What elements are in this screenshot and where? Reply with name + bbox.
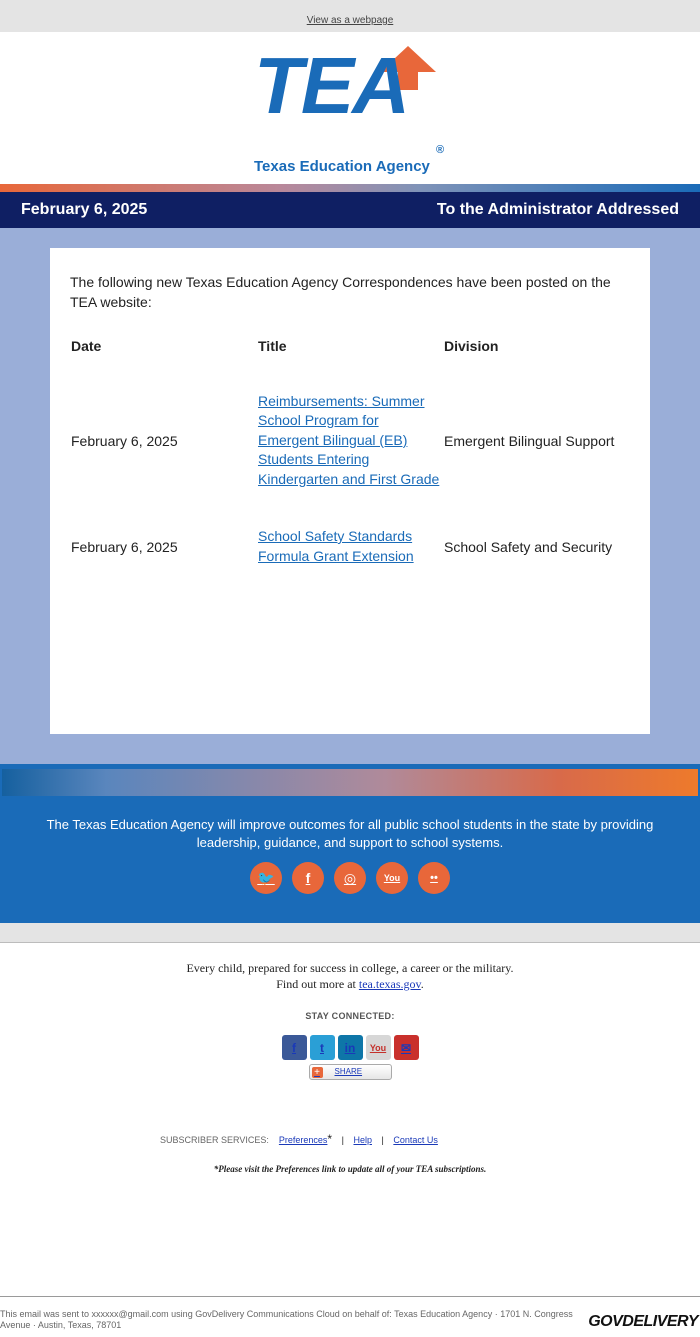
divider: | [381,1135,384,1145]
view-as-webpage-link[interactable]: View as a webpage [306,15,394,26]
column-header-title: Title [258,338,287,354]
tea-logo[interactable] [0,32,700,184]
row-division: Emergent Bilingual Support [444,432,615,449]
govdelivery-logo[interactable]: GOVDELIVERY [588,1313,698,1330]
youtube-icon[interactable]: You [376,862,408,894]
correspondence-title-link[interactable]: Reimbursements: Summer School Program for Emergent Bilingual (EB) Students Entering Kindergarten and First Grade [258,392,440,487]
row-date: February 6, 2025 [71,432,178,449]
table-header [70,334,630,354]
top-bar [0,0,700,32]
column-header-division: Division [444,338,499,354]
mission-statement: The Texas Education Agency will improve outcomes for all public school students in the state by providing leadership, guidance, and support to school systems. [46,817,654,850]
preferences-note: *Please visit the Preferences link to update all of your TEA subscriptions. [213,1164,487,1174]
find-out-more: Find out more at tea.texas.gov. [276,977,424,991]
facebook-icon[interactable]: f [282,1035,307,1060]
share-button[interactable] [309,1064,392,1080]
column-header-date: Date [71,338,102,354]
email-icon[interactable]: ✉ [394,1035,419,1060]
row-date: February 6, 2025 [71,538,178,555]
logo-subtitle: Texas Education Agency [254,158,430,175]
correspondence-card [50,248,650,734]
main-section [0,228,700,764]
share-plus-icon: + [312,1067,323,1078]
share-label: SHARE [334,1067,363,1076]
tea-website-link[interactable]: tea.texas.gov [358,977,421,991]
footer-gradient-bar [0,764,700,801]
linkedin-icon[interactable]: in [338,1035,363,1060]
bottom-footer [0,1296,700,1337]
logo-registered: ® [436,144,445,156]
contact-us-link[interactable]: Contact Us [393,1135,438,1145]
youtube-icon[interactable]: You [366,1035,391,1060]
audience-label: To the Administrator Addressed [436,201,679,218]
correspondence-table [70,334,630,566]
facebook-icon[interactable]: f [292,862,324,894]
divider: | [341,1135,344,1145]
instagram-icon[interactable]: ◎ [334,862,366,894]
issue-date: February 6, 2025 [21,201,148,218]
sent-to-notice: This email was sent to xxxxxx@gmail.com using GovDelivery Communications Cloud on behalf of: Texas Education Agency · 1701 N. Congress Avenue · Austin, Texas, 78701 [0,1309,573,1330]
stay-connected-icons [0,1035,700,1060]
row-division: School Safety and Security [444,538,613,555]
subscriber-label: SUBSCRIBER SERVICES: [160,1135,269,1145]
stay-connected-label: STAY CONNECTED: [305,1011,395,1021]
social-links [0,862,700,894]
separator-band [0,923,700,943]
logo-letters: TEA [254,41,408,130]
date-bar [0,192,700,228]
correspondence-title-link[interactable]: School Safety Standards Formula Grant Extension [258,528,414,564]
twitter-icon[interactable]: t [310,1035,335,1060]
table-row [70,527,630,566]
govdelivery-footer [0,943,700,1080]
header-gradient-bar [0,184,700,192]
mission-footer [0,801,700,923]
flickr-icon[interactable]: •• [418,862,450,894]
tagline: Every child, prepared for success in college, a career or the military. [186,961,514,975]
table-row [70,354,630,527]
preferences-link[interactable]: Preferences [278,1135,328,1145]
intro-text: The following new Texas Education Agency Correspondences have been posted on the TEA website: [70,274,611,310]
twitter-icon[interactable]: 🐦 [250,862,282,894]
help-link[interactable]: Help [353,1135,372,1145]
subscriber-services: SUBSCRIBER SERVICES: Preferences* | Help | Contact Us [160,1132,438,1146]
